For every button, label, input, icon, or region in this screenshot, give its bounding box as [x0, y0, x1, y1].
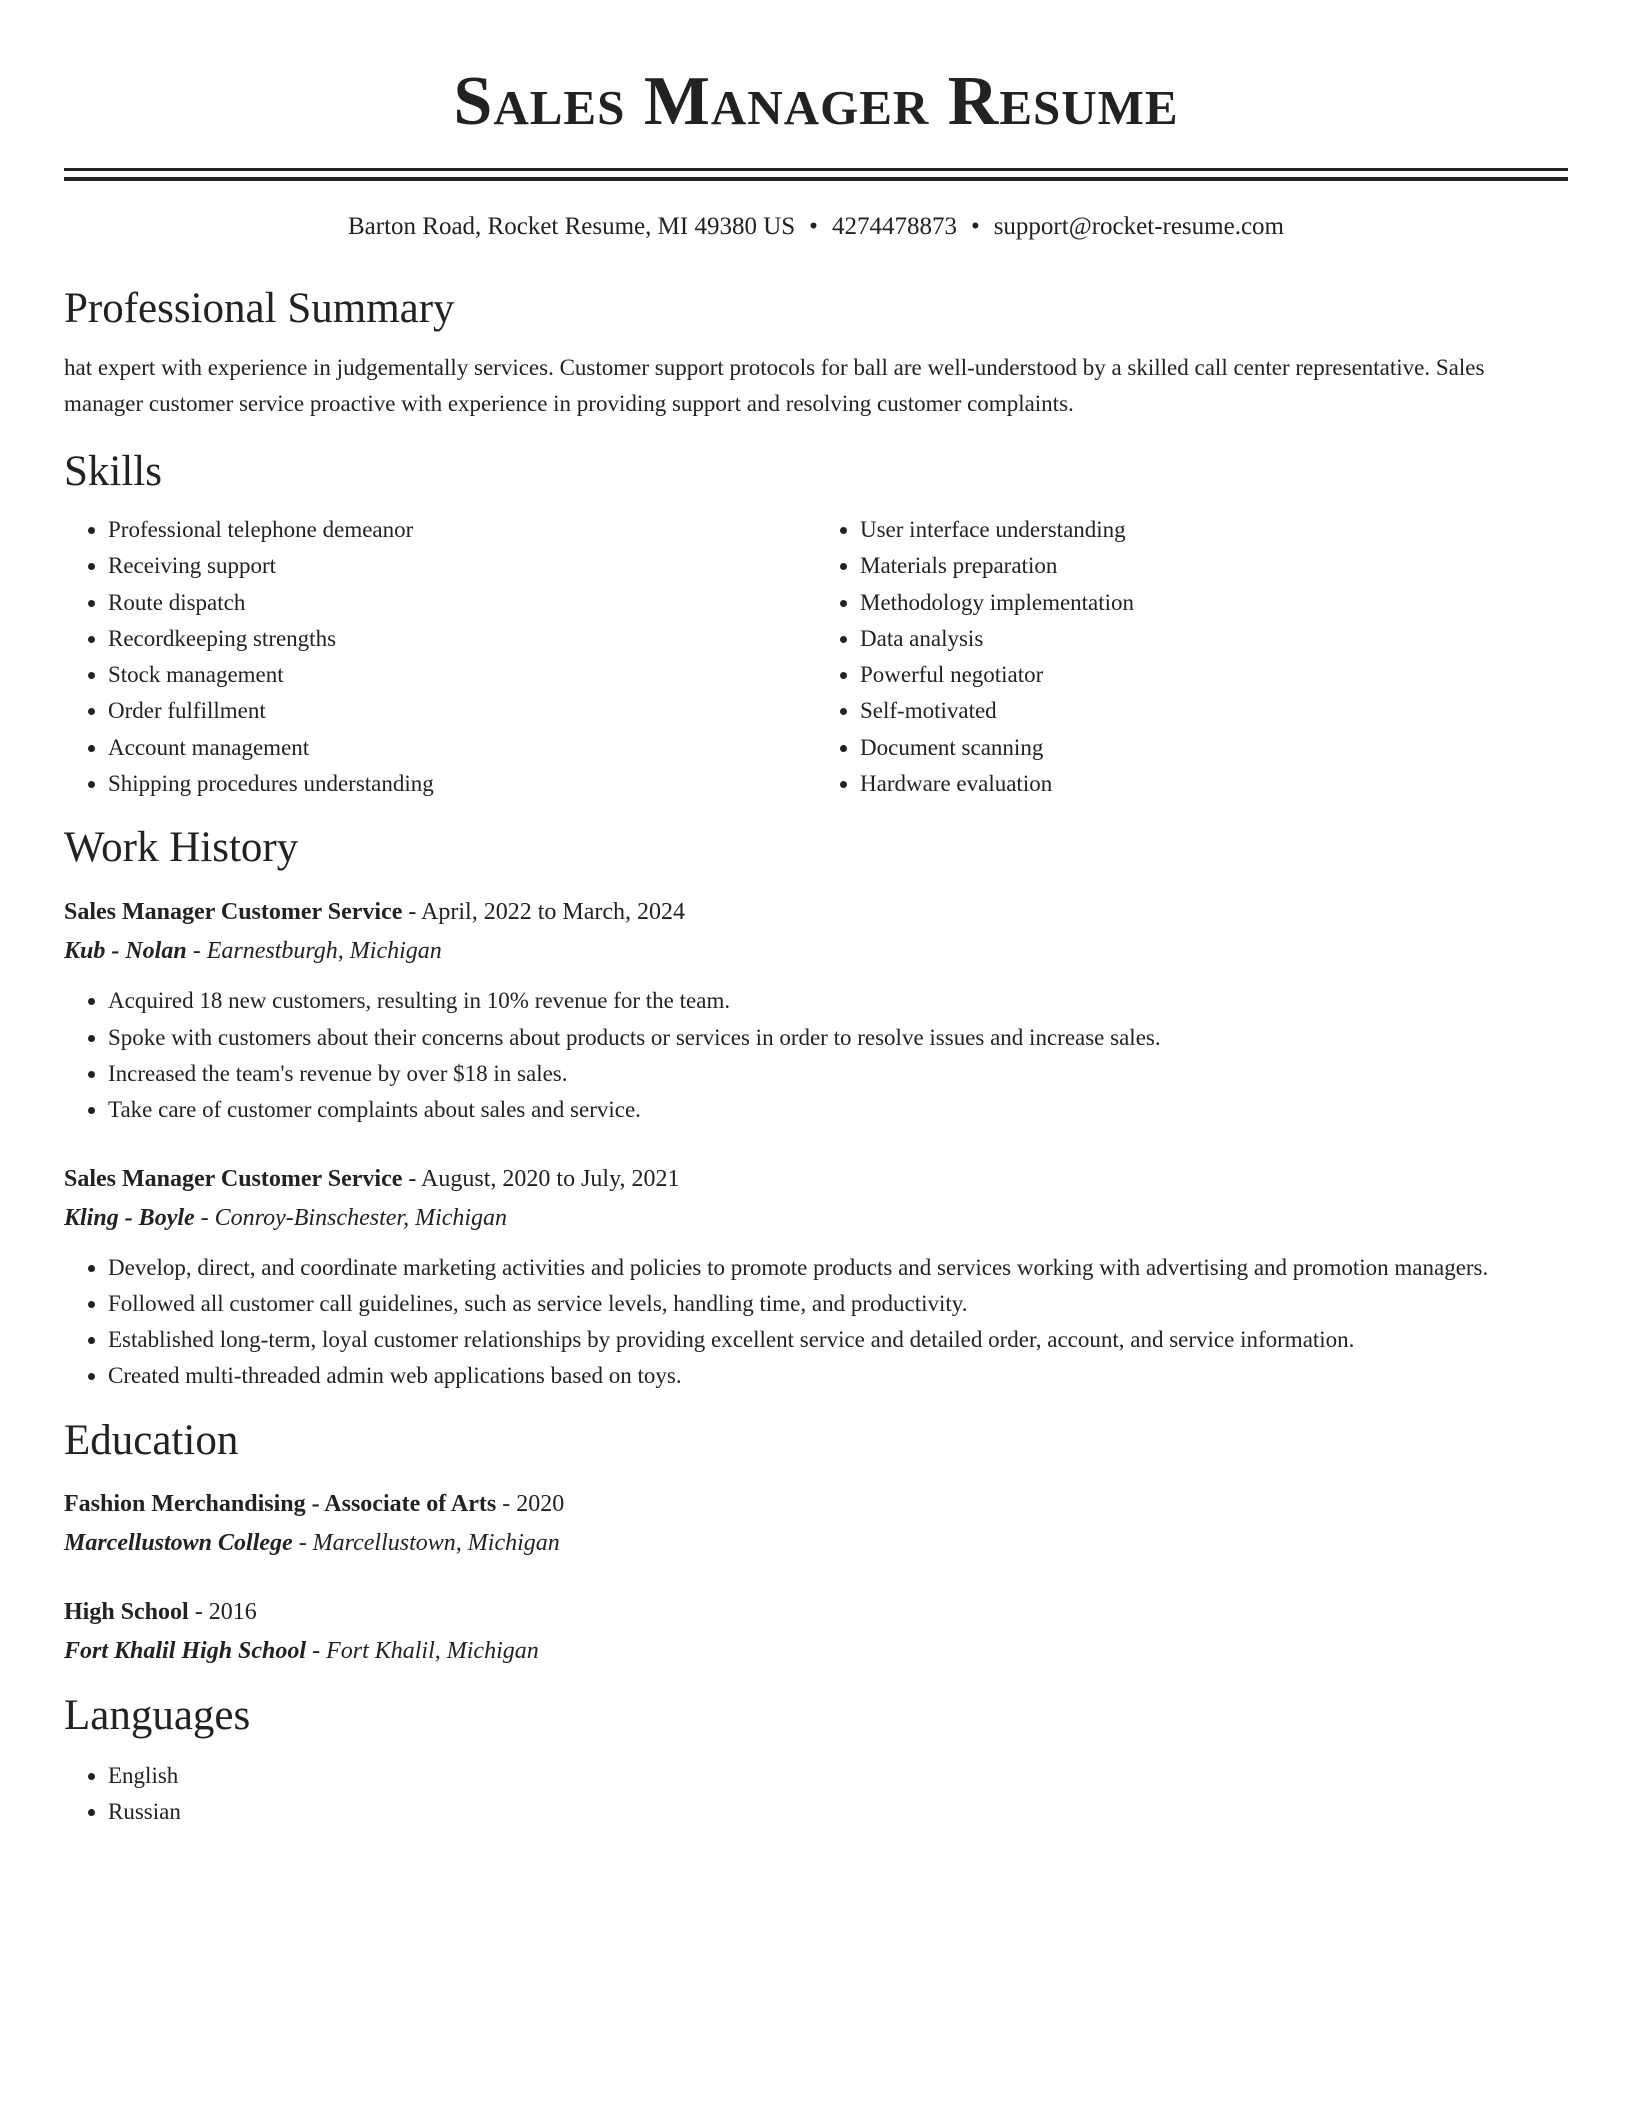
skill-item: • Professional telephone demeanor — [108, 512, 816, 548]
education-entry — [64, 1484, 1568, 1562]
skills-section — [64, 446, 1568, 802]
job-title-line — [64, 1159, 1568, 1199]
school-name: Marcellustown College — [64, 1529, 293, 1556]
languages-heading: Languages — [64, 1691, 251, 1739]
duty-item: • Increased the team's revenue by over $18 in sales. — [108, 1056, 1568, 1092]
summary-text: hat expert with experience in judgementally services. Customer support protocols for ball are well-understood by a skilled call center representative. Sales manager customer service proactive with experience in providing support and resolving customer complaints. — [64, 355, 1485, 416]
duty-item: • Followed all customer call guidelines, such as service levels, handling time, and productivity. — [108, 1286, 1568, 1322]
resume-page — [64, 0, 1568, 1830]
title-divider-thick — [64, 168, 1568, 171]
employer-name: Kub - Nolan — [64, 938, 187, 965]
skill-item: • Shipping procedures understanding — [108, 766, 816, 802]
resume-title: Sales Manager Resume — [453, 63, 1179, 140]
contact-separator: • — [809, 213, 818, 240]
degree-name: Fashion Merchandising - Associate of Arts — [64, 1490, 497, 1517]
employer-line — [64, 1199, 1568, 1237]
contact-separator: • — [970, 213, 980, 240]
contact-email: support@rocket-resume.com — [993, 213, 1284, 240]
duty-item: • Spoke with customers about their concerns about products or services in order to resolve issues and increase sales. — [108, 1020, 1568, 1056]
education-heading: Education — [64, 1416, 239, 1464]
job-title: Sales Manager Customer Service — [64, 1165, 403, 1192]
languages-list — [64, 1758, 1568, 1831]
job-duties — [64, 1250, 1568, 1395]
school-location: - Marcellustown, Michigan — [292, 1529, 560, 1556]
languages-section — [64, 1690, 1568, 1831]
job-title: Sales Manager Customer Service — [64, 899, 403, 926]
degree-line — [64, 1484, 1568, 1524]
skill-item: • Order fulfillment — [108, 693, 816, 729]
work-history-section — [64, 822, 1568, 1394]
skill-item: • Route dispatch — [108, 585, 816, 621]
school-line — [64, 1524, 1568, 1562]
skill-item: • Receiving support — [108, 548, 816, 584]
skill-item: • Account management — [108, 730, 816, 766]
duty-item: • Acquired 18 new customers, resulting in 10% revenue for the team. — [108, 983, 1568, 1019]
education-section — [64, 1415, 1568, 1670]
skills-columns — [64, 512, 1568, 802]
skills-list-right — [816, 512, 1568, 802]
duty-item: • Created multi-threaded admin web applications based on toys. — [108, 1358, 1568, 1394]
skills-list-left — [64, 512, 816, 802]
school-location: - Fort Khalil, Michigan — [306, 1637, 539, 1664]
job-entry — [64, 892, 1568, 1128]
skills-heading: Skills — [64, 448, 162, 495]
school-line — [64, 1632, 1568, 1670]
employer-location: - Earnestburgh, Michigan — [186, 938, 442, 965]
title-divider-thin — [64, 177, 1568, 181]
duty-item: • Develop, direct, and coordinate marketing activities and policies to promote products and services working with advertising and promotion managers. — [108, 1250, 1568, 1286]
contact-line — [64, 211, 1568, 243]
language-item: • Russian — [108, 1794, 1568, 1830]
skill-item: • Self-motivated — [860, 693, 1568, 729]
contact-address: Barton Road, Rocket Resume, MI 49380 US — [347, 213, 796, 240]
degree-year: - 2020 — [496, 1490, 565, 1517]
job-duties — [64, 983, 1568, 1128]
skill-item: • Materials preparation — [860, 548, 1568, 584]
degree-year: - 2016 — [188, 1598, 257, 1625]
skill-item: • Stock management — [108, 657, 816, 693]
degree-name: High School — [64, 1598, 189, 1625]
employer-line — [64, 932, 1568, 970]
school-name: Fort Khalil High School — [64, 1637, 307, 1664]
education-entry — [64, 1592, 1568, 1670]
work-history-heading: Work History — [64, 824, 299, 872]
employer-location: - Conroy-Binschester, Michigan — [194, 1204, 508, 1231]
summary-section — [64, 283, 1568, 422]
job-entry — [64, 1159, 1568, 1395]
skill-item: • Recordkeeping strengths — [108, 621, 816, 657]
duty-item: • Take care of customer complaints about sales and service. — [108, 1092, 1568, 1128]
employer-name: Kling - Boyle — [64, 1204, 195, 1231]
skill-item: • Document scanning — [860, 730, 1568, 766]
duty-item: • Established long-term, loyal customer relationships by providing excellent service and detailed order, account, and service information. — [108, 1322, 1568, 1358]
skill-item: • User interface understanding — [860, 512, 1568, 548]
skill-item: • Hardware evaluation — [860, 766, 1568, 802]
skill-item: • Methodology implementation — [860, 585, 1568, 621]
job-title-line — [64, 892, 1568, 932]
summary-heading: Professional Summary — [64, 285, 455, 332]
job-dates: - August, 2020 to July, 2021 — [402, 1165, 680, 1192]
degree-line — [64, 1592, 1568, 1632]
job-dates: - April, 2022 to March, 2024 — [402, 899, 686, 926]
contact-phone: 4274478873 — [831, 213, 957, 240]
skill-item: • Powerful negotiator — [860, 657, 1568, 693]
language-item: • English — [108, 1758, 1568, 1794]
skill-item: • Data analysis — [860, 621, 1568, 657]
